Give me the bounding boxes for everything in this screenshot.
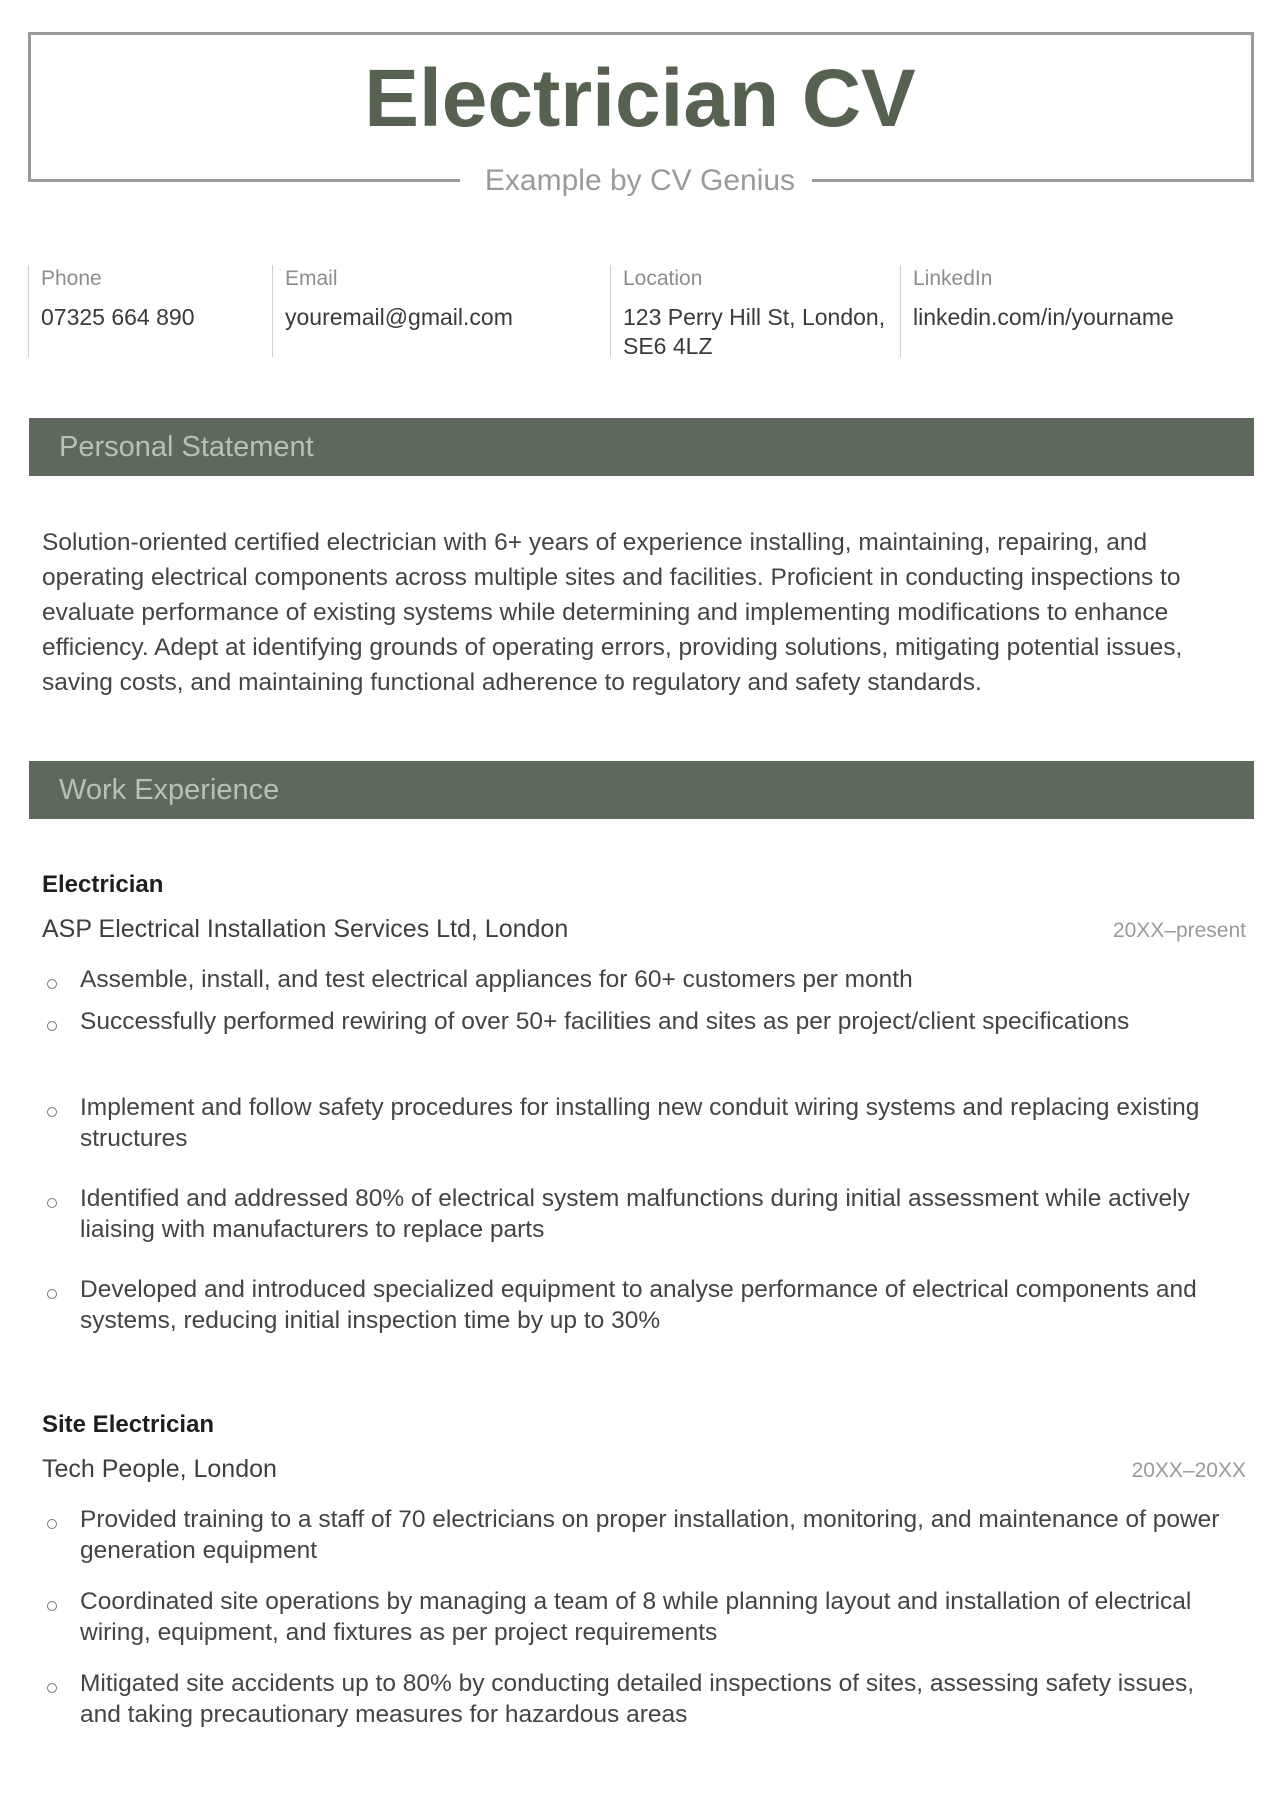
job-dates: 20XX–20XX <box>1131 1459 1246 1482</box>
bullet-text: Successfully performed rewiring of over 50+ facilities and sites as per project/client specifications <box>80 1008 1130 1035</box>
bullet-icon <box>47 1601 57 1611</box>
job-dates: 20XX–present <box>1112 919 1246 942</box>
contact-label: LinkedIn <box>913 267 993 290</box>
job-company: ASP Electrical Installation Services Ltd, London <box>42 915 569 943</box>
bullet-text: Implement and follow safety procedures for installing new conduit wiring systems and replacing existing structures <box>80 1094 1200 1152</box>
contact-label: Phone <box>41 267 102 290</box>
section-heading-personal-statement: Personal Statement <box>29 418 1254 476</box>
bullet-icon <box>47 1519 57 1529</box>
bullet-text: Developed and introduced specialized equipment to analyse performance of electrical components and systems, reducing initial inspection time by up to 30% <box>80 1276 1197 1334</box>
contact-value: 07325 664 890 <box>41 304 195 330</box>
section-heading-work-experience: Work Experience <box>29 761 1254 819</box>
bullet-icon <box>47 979 57 989</box>
bullet-text: Provided training to a staff of 70 electricians on proper installation, monitoring, and maintenance of power generation equipment <box>80 1506 1220 1564</box>
bullet-text: Mitigated site accidents up to 80% by conducting detailed inspections of sites, assessing safety issues, and taking precautionary measures for hazardous areas <box>80 1670 1195 1728</box>
document-subtitle: Example by CV Genius <box>484 164 796 197</box>
document-title: Electrician CV <box>364 53 916 144</box>
bullet-item <box>42 965 1222 996</box>
bullet-text: Identified and addressed 80% of electrical system malfunctions during initial assessment while actively liaising with manufacturers to replace parts <box>80 1185 1190 1243</box>
contact-value: linkedin.com/in/yourname <box>913 304 1174 330</box>
bullet-item <box>42 1505 1222 1566</box>
contact-email <box>272 265 610 357</box>
contact-linkedin <box>900 265 1254 357</box>
contact-row <box>28 265 1254 357</box>
contact-phone <box>28 265 272 357</box>
bullet-icon <box>47 1683 57 1693</box>
bullet-item <box>42 1669 1222 1730</box>
bullet-item <box>42 1275 1222 1336</box>
bullet-icon <box>47 1021 57 1031</box>
bullet-icon <box>47 1198 57 1208</box>
contact-location <box>610 265 900 357</box>
personal-statement-text: Solution-oriented certified electrician with 6+ years of experience installing, maintaining, repairing, and operating electrical components across multiple sites and facilities. Proficient in conducting inspections to evaluate performance of existing systems while determining and implementing modifications to enhance efficiency. Adept at identifying grounds of operating errors, providing solutions, mitigating potential issues, saving costs, and maintaining functional adherence to regulatory and safety standards. <box>42 529 1183 696</box>
contact-label: Location <box>623 267 703 290</box>
bullet-icon <box>47 1107 57 1117</box>
bullet-item <box>42 1007 1222 1038</box>
job-title: Site Electrician <box>42 1411 215 1438</box>
bullet-text: Assemble, install, and test electrical appliances for 60+ customers per month <box>80 966 913 993</box>
job-title: Electrician <box>42 871 164 898</box>
bullet-icon <box>47 1289 57 1299</box>
contact-label: Email <box>285 267 338 290</box>
contact-value: 123 Perry Hill St, London, SE6 4LZ <box>623 304 886 359</box>
contact-value: youremail@gmail.com <box>285 304 513 330</box>
bullet-text: Coordinated site operations by managing a team of 8 while planning layout and installation of electrical wiring, equipment, and fixtures as per project requirements <box>80 1588 1192 1646</box>
bullet-item <box>42 1093 1222 1154</box>
bullet-item <box>42 1184 1222 1245</box>
bullet-item <box>42 1587 1222 1648</box>
job-company: Tech People, London <box>42 1455 277 1483</box>
